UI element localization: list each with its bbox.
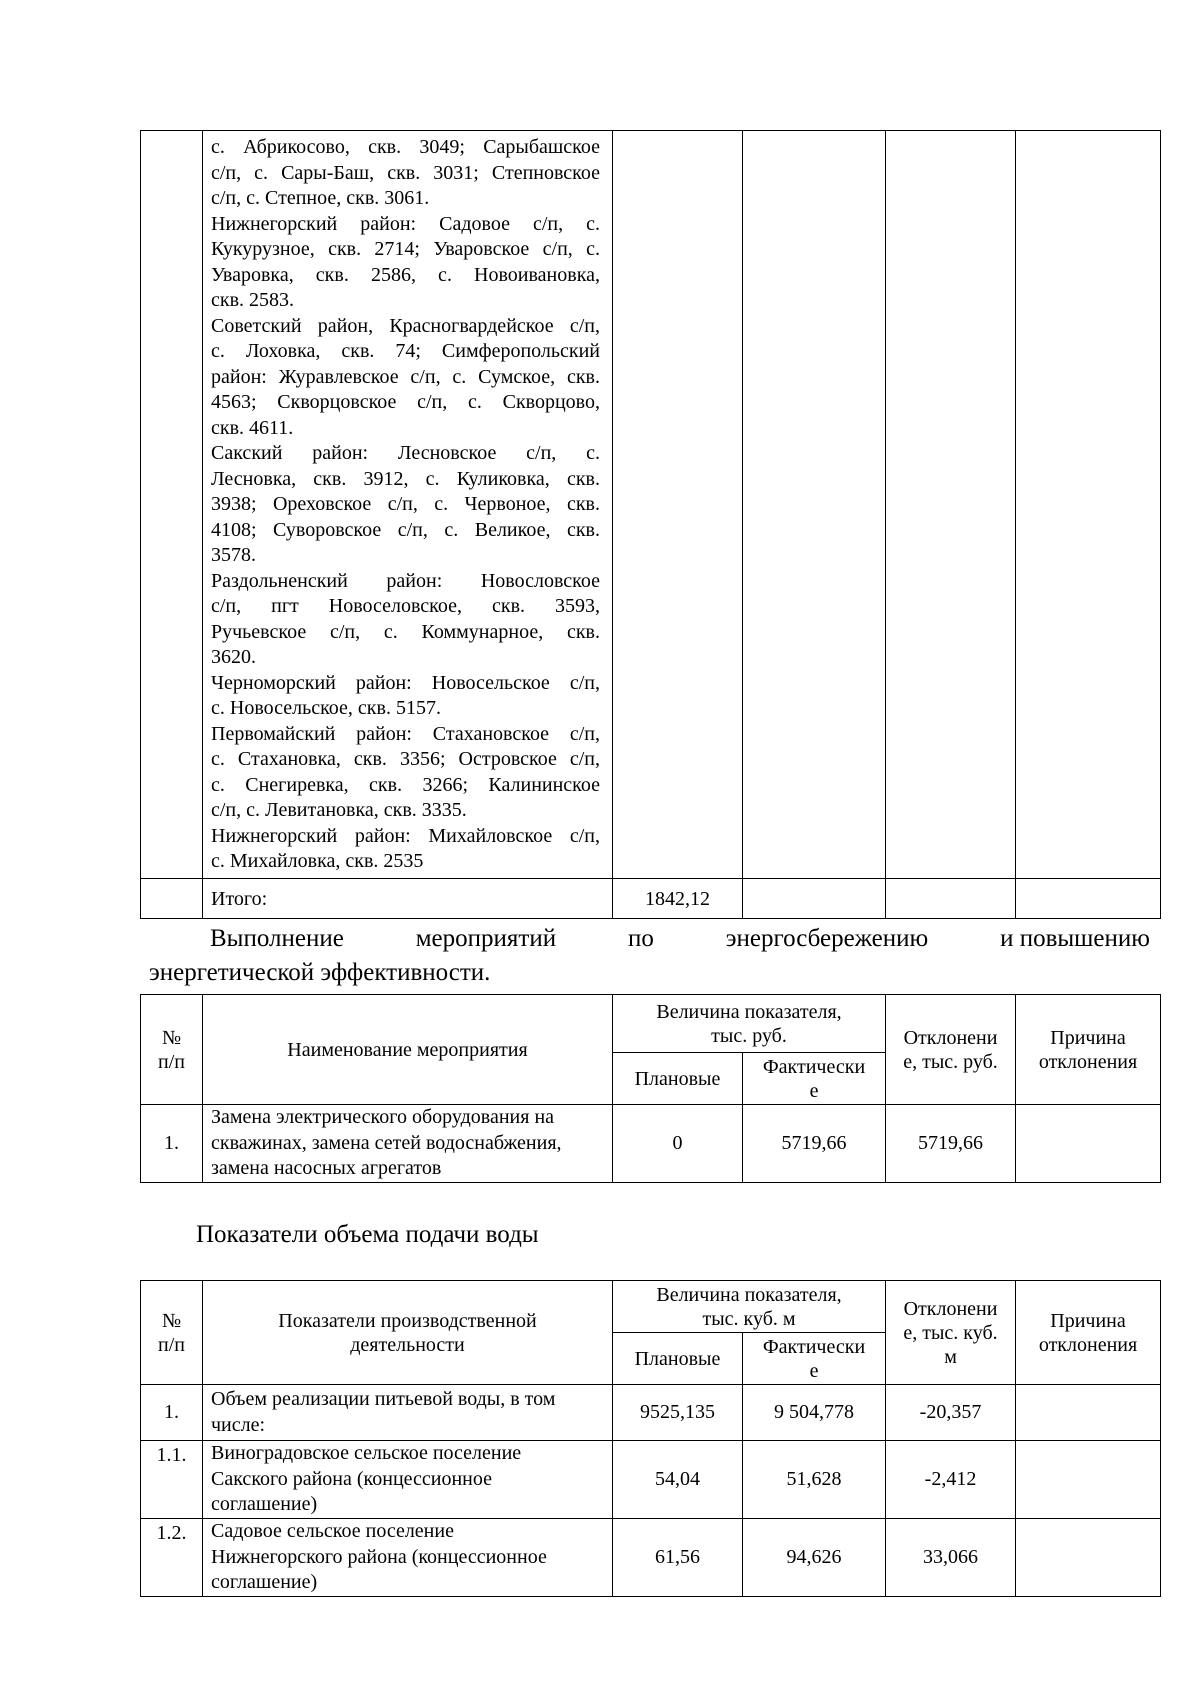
wells-line: Нижнегорский район: Михайловское с/п, bbox=[211, 824, 600, 847]
table-row bbox=[141, 131, 1161, 879]
header-value-group: Величина показателя, тыс. куб. м bbox=[613, 1281, 886, 1333]
wells-line: с/п, пгт Новоселовское, скв. 3593, bbox=[211, 595, 600, 617]
heading-word: по bbox=[627, 925, 654, 952]
section-heading-energy bbox=[149, 922, 1150, 990]
table-wells bbox=[140, 130, 1161, 919]
row-plan: 54,04 bbox=[613, 1441, 743, 1519]
wells-line: с. Абрикосово, скв. 3049; Сарыбашское bbox=[211, 136, 600, 158]
header-plan: Плановые bbox=[613, 1333, 743, 1385]
wells-line: 4563; Скворцовское с/п, с. Скворцово, bbox=[211, 391, 600, 413]
header-fact: Фактически е bbox=[743, 1053, 886, 1105]
wells-paragraph bbox=[211, 569, 600, 671]
row-indicator-name: Садовое сельское поселение Нижнегорского района (концессионное соглашение) bbox=[203, 1519, 613, 1597]
table-row bbox=[141, 1385, 1161, 1441]
header-deviation: Отклонени е, тыс. куб. м bbox=[886, 1281, 1016, 1385]
wells-line: Раздольненский район: Новословское bbox=[211, 569, 600, 592]
wells-line: Ручьевское с/п, с. Коммунарное, скв. bbox=[211, 620, 600, 643]
wells-line: с/п, с. Степное, скв. 3061. bbox=[211, 187, 430, 209]
total-label: Итого: bbox=[203, 879, 613, 919]
wells-line: с/п, с. Левитановка, скв. 3335. bbox=[211, 799, 467, 821]
row-fact: 51,628 bbox=[743, 1441, 886, 1519]
header-num: № п/п bbox=[141, 995, 203, 1105]
header-indicator-name: Показатели производственной деятельности bbox=[203, 1281, 613, 1385]
row-num: 1. bbox=[141, 1105, 203, 1183]
wells-line: Уваровка, скв. 2586, с. Новоивановка, bbox=[211, 263, 600, 286]
table-row bbox=[141, 1519, 1161, 1597]
wells-line: Черноморский район: Новосельское с/п, bbox=[211, 671, 600, 694]
wells-line: с. Михайловка, скв. 2535 bbox=[211, 850, 424, 872]
row-reason bbox=[1016, 1441, 1161, 1519]
header-measure-name: Наименование мероприятия bbox=[203, 995, 613, 1105]
wells-line: Первомайский район: Стахановское с/п, bbox=[211, 722, 600, 745]
row-indicator-name: Объем реализации питьевой воды, в том числе: bbox=[203, 1385, 613, 1441]
wells-list-cell bbox=[203, 131, 613, 879]
table-header-row bbox=[141, 995, 1161, 1053]
row-indicator-name: Виноградовское сельское поселение Сакского района (концессионное соглашение) bbox=[203, 1441, 613, 1519]
wells-line: с/п, с. Сары-Баш, скв. 3031; Степновское bbox=[211, 161, 600, 184]
row-reason bbox=[1016, 1385, 1161, 1441]
heading-word: мероприятий bbox=[415, 925, 557, 952]
heading-energy-line2: энергетической эффективности. bbox=[149, 959, 491, 986]
table-energy-measures bbox=[140, 994, 1161, 1183]
wells-line: 3578. bbox=[211, 544, 256, 566]
row-reason bbox=[1016, 1519, 1161, 1597]
heading-word: энергосбережению bbox=[725, 925, 929, 952]
header-num: № п/п bbox=[141, 1281, 203, 1385]
wells-line: с. Стахановка, скв. 3356; Островское с/п, bbox=[211, 748, 600, 770]
wells-paragraph bbox=[211, 212, 600, 314]
wells-line: 4108; Суворовское с/п, с. Великое, скв. bbox=[211, 518, 600, 541]
wells-line: Советский район, Красногвардейское с/п, bbox=[211, 314, 600, 337]
wells-line: скв. 4611. bbox=[211, 416, 294, 439]
section-heading-water-supply: Показатели объема подачи воды bbox=[196, 1221, 539, 1248]
header-plan: Плановые bbox=[613, 1053, 743, 1105]
row-reason bbox=[1016, 1105, 1161, 1183]
wells-line: Кукурузное, скв. 2714; Уваровское с/п, с. bbox=[211, 238, 600, 260]
wells-paragraph bbox=[211, 135, 600, 212]
wells-paragraph bbox=[211, 314, 600, 442]
wells-paragraph bbox=[211, 722, 600, 824]
wells-line: с. Новосельское, скв. 5157. bbox=[211, 697, 441, 719]
wells-line: с. Лоховка, скв. 74; Симферопольский bbox=[211, 340, 600, 362]
wells-list bbox=[211, 135, 600, 875]
wells-line: 3620. bbox=[211, 646, 256, 668]
table-row bbox=[141, 1441, 1161, 1519]
wells-line: Сакский район: Лесновское с/п, с. bbox=[211, 442, 600, 464]
row-deviation: 5719,66 bbox=[886, 1105, 1016, 1183]
header-deviation: Отклонени е, тыс. руб. bbox=[886, 995, 1016, 1105]
heading-word: Выполнение bbox=[210, 925, 344, 952]
table-header-row bbox=[141, 1281, 1161, 1333]
total-value: 1842,12 bbox=[613, 879, 743, 919]
wells-paragraph bbox=[211, 824, 600, 875]
heading-energy-line1 bbox=[149, 922, 1150, 956]
row-num: 1.2. bbox=[141, 1519, 203, 1597]
row-fact: 5719,66 bbox=[743, 1105, 886, 1183]
row-num: 1.1. bbox=[141, 1441, 203, 1519]
header-reason: Причина отклонения bbox=[1016, 1281, 1161, 1385]
wells-line: район: Журавлевское с/п, с. Сумское, скв. bbox=[211, 365, 600, 388]
wells-line: Лесновка, скв. 3912, с. Куликовка, скв. bbox=[211, 467, 600, 490]
wells-line: Нижнегорский район: Садовое с/п, с. bbox=[211, 212, 600, 235]
row-fact: 9 504,778 bbox=[743, 1385, 886, 1441]
row-plan: 0 bbox=[613, 1105, 743, 1183]
wells-paragraph bbox=[211, 441, 600, 569]
wells-paragraph bbox=[211, 671, 600, 722]
row-deviation: 33,066 bbox=[886, 1519, 1016, 1597]
row-measure-name: Замена электрического оборудования на скважинах, замена сетей водоснабжения, замена насосных агрегатов bbox=[203, 1105, 613, 1183]
row-num: 1. bbox=[141, 1385, 203, 1441]
row-deviation: -20,357 bbox=[886, 1385, 1016, 1441]
row-plan: 9525,135 bbox=[613, 1385, 743, 1441]
wells-line: 3938; Ореховское с/п, с. Червоное, скв. bbox=[211, 493, 600, 515]
row-deviation: -2,412 bbox=[886, 1441, 1016, 1519]
header-reason: Причина отклонения bbox=[1016, 995, 1161, 1105]
table-row-total bbox=[141, 879, 1161, 919]
header-value-group: Величина показателя, тыс. руб. bbox=[613, 995, 886, 1053]
table-row bbox=[141, 1105, 1161, 1183]
wells-line: скв. 2583. bbox=[211, 289, 295, 311]
row-fact: 94,626 bbox=[743, 1519, 886, 1597]
wells-line: с. Снегиревка, скв. 3266; Калининское bbox=[211, 773, 600, 796]
row-plan: 61,56 bbox=[613, 1519, 743, 1597]
table-water-supply bbox=[140, 1280, 1161, 1597]
header-fact: Фактически е bbox=[743, 1333, 886, 1385]
heading-word: и повышению bbox=[1000, 925, 1150, 952]
